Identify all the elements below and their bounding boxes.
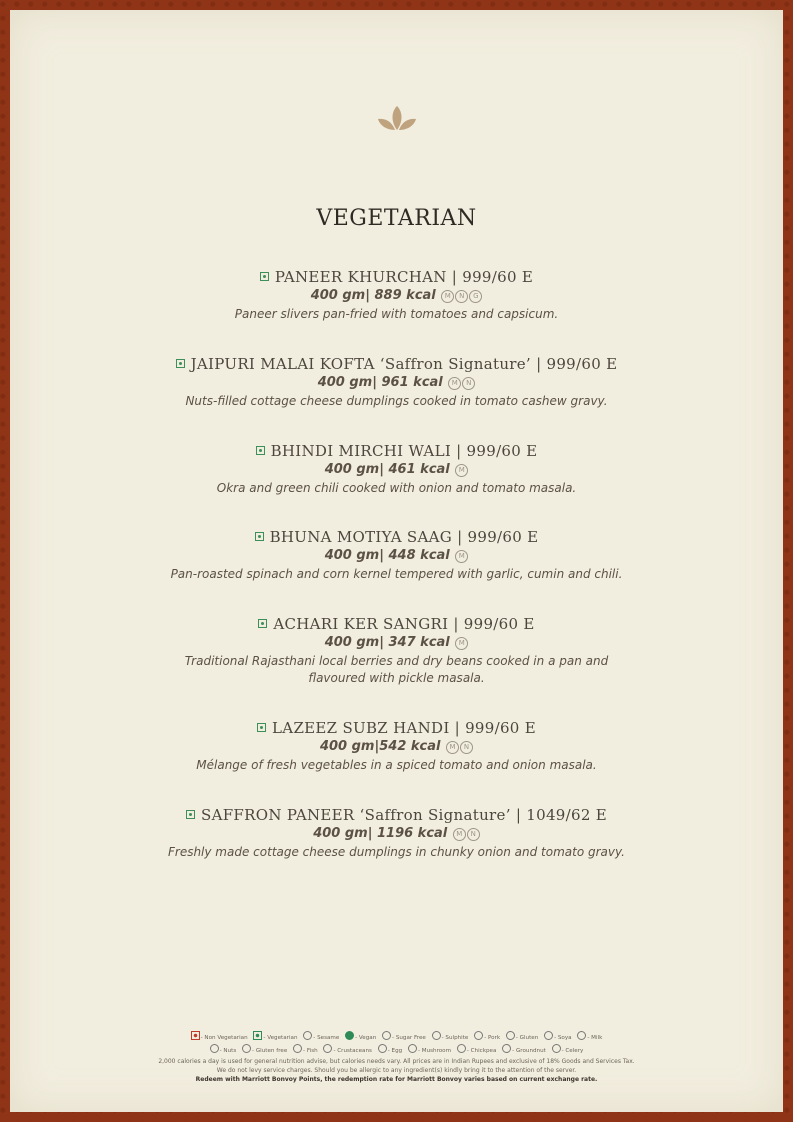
item-meta: 400 gm| 889 kcal	[310, 288, 436, 303]
item-description	[0, 653, 793, 687]
fish-icon	[293, 1044, 302, 1053]
bonvoy-note: Redeem with Marriott Bonvoy Points, the redemption rate for Marriott Bonvoy varies based on current exchange rate.	[195, 1076, 598, 1083]
item-meta: 400 gm| 461 kcal	[324, 462, 450, 477]
legend-item: - Sesame	[303, 1031, 339, 1044]
mushroom-icon	[408, 1044, 417, 1053]
menu-item	[0, 806, 793, 861]
veg-icon	[260, 272, 269, 281]
allergen-icon: N	[460, 741, 473, 754]
legend-item: - Pork	[474, 1031, 500, 1044]
item-description: Paneer slivers pan-fried with tomatoes and capsicum.	[234, 307, 559, 321]
sulphite-icon	[432, 1031, 441, 1040]
item-title: BHUNA MOTIYA SAAG | 999/60 E	[269, 528, 539, 546]
item-description: Nuts-filled cottage cheese dumplings cooked in tomato cashew gravy.	[185, 394, 608, 408]
item-meta: 400 gm| 347 kcal	[324, 635, 450, 650]
allergy-note: We do not levy service charges. Should you be allergic to any ingredient(s) kindly bring it to the attention of the server.	[216, 1067, 577, 1074]
allergen-icon: M	[455, 550, 468, 563]
allergen-icon: M	[446, 741, 459, 754]
legend-item: - Sugar Free	[382, 1031, 426, 1044]
item-meta: 400 gm| 1196 kcal	[313, 826, 448, 841]
veg-icon	[258, 619, 267, 628]
item-title-row	[0, 268, 793, 287]
allergen-icon: N	[455, 290, 468, 303]
legend-item: - Non Vegetarian	[191, 1031, 248, 1044]
legend-item: - Sulphite	[432, 1031, 469, 1044]
item-title-row	[0, 615, 793, 634]
item-meta-row	[0, 738, 793, 755]
item-title: PANEER KHURCHAN | 999/60 E	[274, 268, 534, 286]
nuts-icon	[210, 1044, 219, 1053]
sesame-icon	[303, 1031, 312, 1040]
legend-item: - Gluten	[506, 1031, 538, 1044]
allergen-legend	[0, 1044, 793, 1057]
allergen-icon: N	[467, 828, 480, 841]
veg-icon	[256, 446, 265, 455]
legend-item: - Crustaceans	[323, 1044, 372, 1057]
gluten-icon	[506, 1031, 515, 1040]
item-title: BHINDI MIRCHI WALI | 999/60 E	[270, 442, 538, 460]
legend-item: - Milk	[577, 1031, 602, 1044]
legend-item: - Nuts	[210, 1044, 237, 1057]
menu-item	[0, 615, 793, 687]
item-title-row	[0, 442, 793, 461]
item-meta: 400 gm| 961 kcal	[317, 375, 443, 390]
item-title-row	[0, 355, 793, 374]
allergen-icon: M	[455, 464, 468, 477]
item-meta-row	[0, 374, 793, 391]
menu-item	[0, 528, 793, 583]
allergen-icon: M	[455, 637, 468, 650]
legend-item: - Celery	[552, 1044, 584, 1057]
legend-item: - Vegetarian	[253, 1031, 297, 1044]
milk-icon	[577, 1031, 586, 1040]
menu-item	[0, 355, 793, 410]
veg-icon	[253, 1031, 262, 1040]
legend-item: - Gluten free	[242, 1044, 287, 1057]
item-description: Mélange of fresh vegetables in a spiced tomato and onion masala.	[196, 758, 597, 772]
menu-item	[0, 442, 793, 497]
menu-item	[0, 719, 793, 774]
item-title-row	[0, 806, 793, 825]
legend-item: - Soya	[544, 1031, 572, 1044]
veg-icon	[255, 532, 264, 541]
item-description: Okra and green chili cooked with onion and tomato masala.	[216, 481, 577, 495]
item-title: SAFFRON PANEER ‘Saffron Signature’ | 1049/62 E	[201, 806, 607, 824]
item-meta-row	[0, 547, 793, 564]
item-title-row	[0, 719, 793, 738]
item-description: Freshly made cottage cheese dumplings in chunky onion and tomato gravy.	[167, 845, 625, 859]
gluten-free-icon	[242, 1044, 251, 1053]
veg-icon	[186, 810, 195, 819]
item-description: Pan-roasted spinach and corn kernel tempered with garlic, cumin and chili.	[170, 567, 623, 581]
crustaceans-icon	[323, 1044, 332, 1053]
item-meta: 400 gm|542 kcal	[319, 739, 441, 754]
nutrition-note: 2,000 calories a day is used for general nutrition advise, but calories needs vary. All prices are in Indian Rupees and exclusive of 18% Goods and Services Tax.	[158, 1058, 635, 1065]
allergen-legend	[0, 1031, 793, 1044]
item-title-row	[0, 528, 793, 547]
item-title: JAIPURI MALAI KOFTA ‘Saffron Signature’ | 999/60 E	[190, 355, 618, 373]
item-description-line: flavoured with pickle masala.	[308, 671, 485, 685]
chickpea-icon	[457, 1044, 466, 1053]
item-meta-row	[0, 634, 793, 651]
celery-icon	[552, 1044, 561, 1053]
legend-item: - Chickpea	[457, 1044, 497, 1057]
legend-item: - Egg	[378, 1044, 402, 1057]
legend-item: - Groundnut	[502, 1044, 546, 1057]
item-title: ACHARI KER SANGRI | 999/60 E	[273, 615, 535, 633]
legend-item: - Mushroom	[408, 1044, 451, 1057]
veg-icon	[257, 723, 266, 732]
menu-item	[0, 268, 793, 323]
vegan-icon	[345, 1031, 354, 1040]
item-title: LAZEEZ SUBZ HANDI | 999/60 E	[272, 719, 536, 737]
item-meta-row	[0, 287, 793, 304]
legend-item: - Fish	[293, 1044, 318, 1057]
allergen-icon: N	[462, 377, 475, 390]
pork-icon	[474, 1031, 483, 1040]
egg-icon	[378, 1044, 387, 1053]
item-description-line: Traditional Rajasthani local berries and dry beans cooked in a pan and	[184, 654, 609, 668]
item-meta: 400 gm| 448 kcal	[324, 548, 450, 563]
section-title: VEGETARIAN	[316, 206, 477, 231]
sugar-free-icon	[382, 1031, 391, 1040]
lotus-logo-icon	[377, 104, 417, 134]
footer	[0, 1031, 793, 1084]
veg-icon	[176, 359, 185, 368]
legend-item: - Vegan	[345, 1031, 376, 1044]
allergen-icon: M	[448, 377, 461, 390]
item-meta-row	[0, 461, 793, 478]
item-meta-row	[0, 825, 793, 842]
allergen-icon: M	[453, 828, 466, 841]
soya-icon	[544, 1031, 553, 1040]
allergen-icon: M	[441, 290, 454, 303]
allergen-icon: G	[469, 290, 482, 303]
groundnut-icon	[502, 1044, 511, 1053]
non-veg-icon	[191, 1031, 200, 1040]
